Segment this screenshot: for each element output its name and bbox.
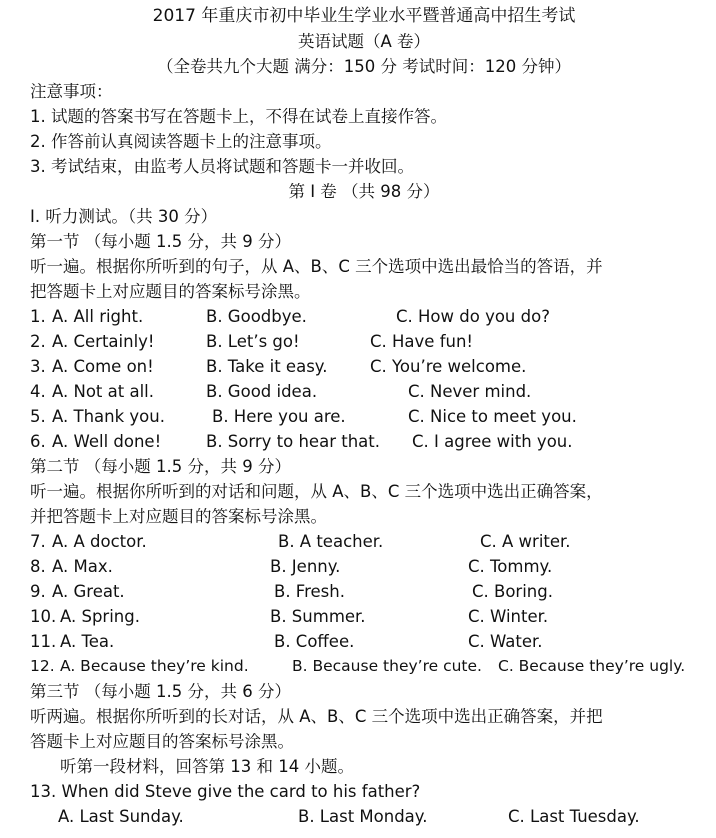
question-number: 9. bbox=[30, 582, 46, 601]
option-b: B. Let’s go! bbox=[206, 332, 300, 351]
volume-heading: 第 I 卷 （共 98 分） bbox=[288, 182, 440, 201]
section2-instruction: 听一遍。根据你所听到的对话和问题，从 A、B、C 三个选项中选出正确答案， bbox=[30, 482, 603, 501]
question-row bbox=[30, 379, 698, 404]
note-item: 2. 作答前认真阅读答题卡上的注意事项。 bbox=[30, 132, 332, 151]
exam-info: （全卷共九个大题 满分：150 分 考试时间：120 分钟） bbox=[157, 57, 571, 76]
option-a: A. Last Sunday. bbox=[58, 807, 184, 826]
question-number: 10. bbox=[30, 607, 57, 626]
option-a: A. Because they’re kind. bbox=[60, 657, 249, 675]
option-c: C. You’re welcome. bbox=[370, 357, 527, 376]
question-row bbox=[30, 329, 698, 354]
section2-heading: 第二节 （每小题 1.5 分，共 9 分） bbox=[30, 457, 291, 476]
question-number: 12. bbox=[30, 657, 55, 675]
option-c: C. I agree with you. bbox=[412, 432, 573, 451]
option-a: A. A doctor. bbox=[52, 532, 147, 551]
passage-instruction: 听第一段材料，回答第 13 和 14 小题。 bbox=[60, 757, 354, 776]
section1-instruction: 把答题卡上对应题目的答案标号涂黑。 bbox=[30, 282, 311, 301]
option-b: B. Summer. bbox=[270, 607, 366, 626]
option-c: C. How do you do? bbox=[396, 307, 550, 326]
question-row bbox=[30, 604, 698, 629]
question-number: 2. bbox=[30, 332, 46, 351]
section3-heading: 第三节 （每小题 1.5 分，共 6 分） bbox=[30, 682, 291, 701]
option-c: C. Have fun! bbox=[370, 332, 474, 351]
question-row bbox=[30, 529, 698, 554]
question-row bbox=[30, 354, 698, 379]
option-b: B. Good idea. bbox=[206, 382, 318, 401]
option-b: B. Take it easy. bbox=[206, 357, 328, 376]
note-item: 3. 考试结束，由监考人员将试题和答题卡一并收回。 bbox=[30, 157, 414, 176]
option-b: B. A teacher. bbox=[278, 532, 384, 551]
option-c: C. Nice to meet you. bbox=[408, 407, 577, 426]
option-a: A. Not at all. bbox=[52, 382, 154, 401]
question-row bbox=[30, 804, 698, 829]
option-b: B. Sorry to hear that. bbox=[206, 432, 380, 451]
question-row bbox=[30, 654, 698, 679]
option-b: B. Goodbye. bbox=[206, 307, 307, 326]
question-row bbox=[30, 404, 698, 429]
option-c: C. Because they’re ugly. bbox=[498, 657, 686, 675]
section1-heading: 第一节 （每小题 1.5 分，共 9 分） bbox=[30, 232, 291, 251]
option-c: C. Boring. bbox=[472, 582, 553, 601]
section1-instruction: 听一遍。根据你所听到的句子，从 A、B、C 三个选项中选出最恰当的答语，并 bbox=[30, 257, 603, 276]
option-a: A. Come on! bbox=[52, 357, 154, 376]
exam-title: 2017 年重庆市初中毕业生学业水平暨普通高中招生考试 bbox=[152, 6, 576, 26]
option-b: B. Fresh. bbox=[274, 582, 345, 601]
question-number: 4. bbox=[30, 382, 46, 401]
option-b: B. Coffee. bbox=[274, 632, 355, 651]
option-a: A. Tea. bbox=[60, 632, 115, 651]
question-row bbox=[30, 579, 698, 604]
option-c: C. Winter. bbox=[468, 607, 549, 626]
question-number: 3. bbox=[30, 357, 46, 376]
question-number: 5. bbox=[30, 407, 46, 426]
question-row bbox=[30, 304, 698, 329]
notes-heading: 注意事项： bbox=[30, 82, 113, 101]
question-row bbox=[30, 629, 698, 654]
question-row bbox=[30, 554, 698, 579]
question-number: 6. bbox=[30, 432, 46, 451]
option-c: C. Last Tuesday. bbox=[508, 807, 640, 826]
part1-heading: I. 听力测试。（共 30 分） bbox=[30, 207, 218, 226]
option-b: B. Last Monday. bbox=[298, 807, 428, 826]
option-a: A. Certainly! bbox=[52, 332, 155, 351]
option-b: B. Here you are. bbox=[212, 407, 346, 426]
section2-instruction: 并把答题卡上对应题目的答案标号涂黑。 bbox=[30, 507, 327, 526]
option-a: A. All right. bbox=[52, 307, 144, 326]
option-c: C. Never mind. bbox=[408, 382, 532, 401]
question-13-stem: 13. When did Steve give the card to his father? bbox=[30, 782, 421, 801]
section3-instruction: 听两遍。根据你所听到的长对话，从 A、B、C 三个选项中选出正确答案，并把 bbox=[30, 707, 603, 726]
option-a: A. Well done! bbox=[52, 432, 162, 451]
exam-subtitle: 英语试题（A 卷） bbox=[297, 32, 431, 51]
question-number: 8. bbox=[30, 557, 46, 576]
option-c: C. Tommy. bbox=[468, 557, 553, 576]
option-a: A. Spring. bbox=[60, 607, 140, 626]
option-b: B. Jenny. bbox=[270, 557, 341, 576]
option-a: A. Great. bbox=[52, 582, 125, 601]
option-a: A. Thank you. bbox=[52, 407, 165, 426]
section3-instruction: 答题卡上对应题目的答案标号涂黑。 bbox=[30, 732, 294, 751]
option-b: B. Because they’re cute. bbox=[292, 657, 482, 675]
question-number: 11. bbox=[30, 632, 57, 651]
question-row bbox=[30, 429, 698, 454]
question-number: 1. bbox=[30, 307, 46, 326]
option-c: C. Water. bbox=[468, 632, 543, 651]
option-a: A. Max. bbox=[52, 557, 113, 576]
option-c: C. A writer. bbox=[480, 532, 571, 551]
note-item: 1. 试题的答案书写在答题卡上，不得在试卷上直接作答。 bbox=[30, 107, 447, 126]
question-number: 7. bbox=[30, 532, 46, 551]
